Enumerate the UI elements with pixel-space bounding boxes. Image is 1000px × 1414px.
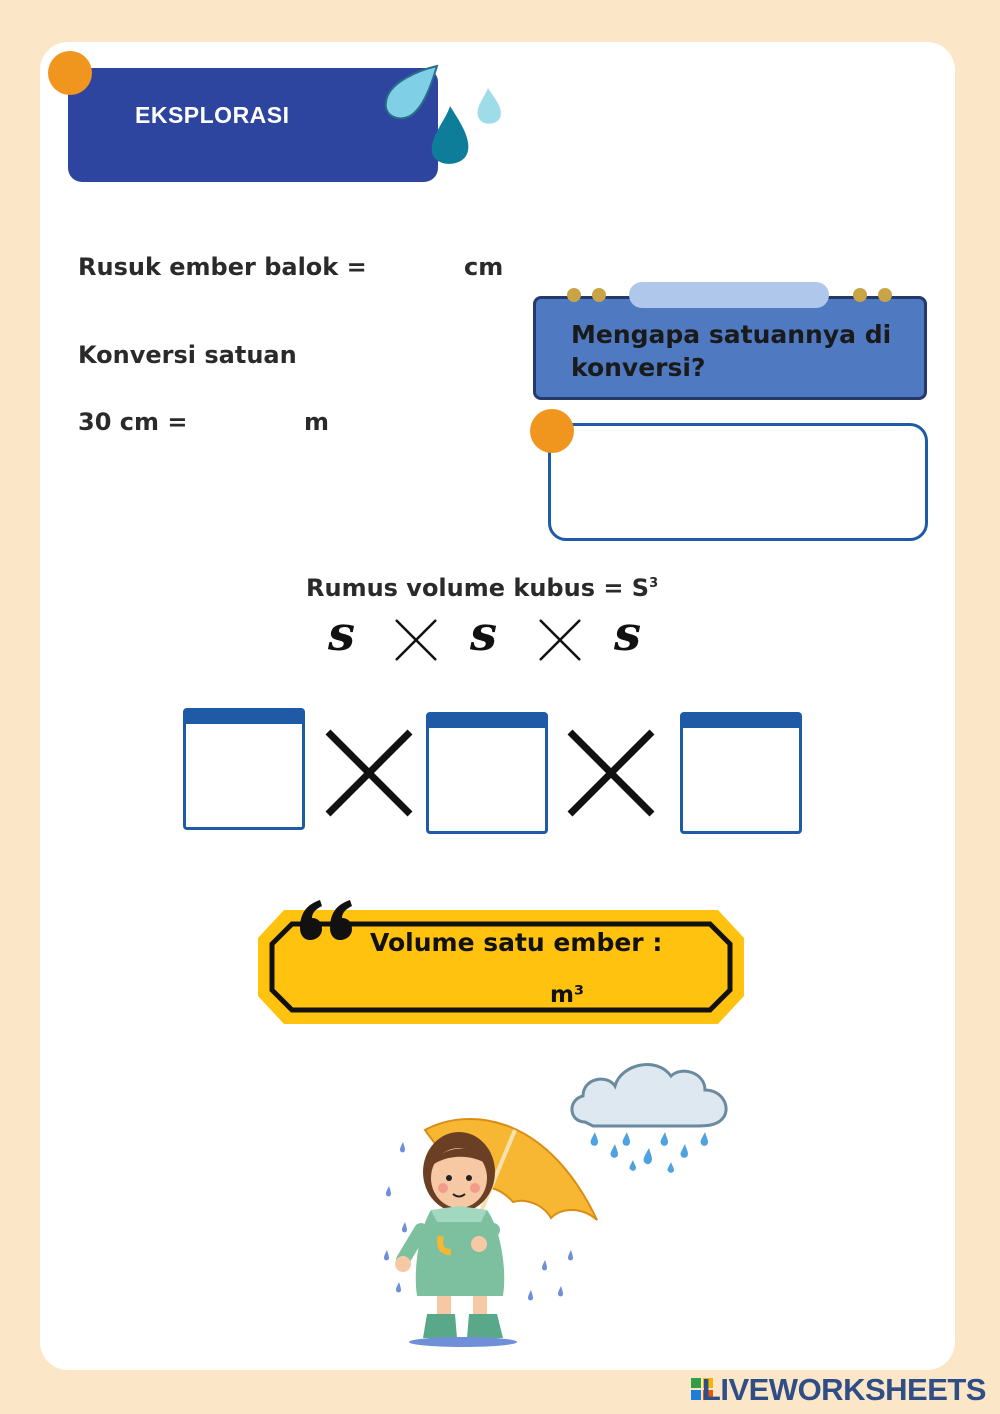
cm-label: 30 cm = [78,408,188,436]
brand-name: LIVEWORKSHEETS [701,1372,986,1407]
result-label: Volume satu ember : [370,928,663,957]
girl-with-umbrella-illustration [375,1110,605,1350]
konversi-label: Konversi satuan [78,341,297,369]
quote-marks-icon [298,898,358,942]
formula-title: Rumus volume kubus = $S^3$ [306,574,659,602]
side-symbol: s [470,606,498,662]
side-input-2[interactable] [426,712,548,834]
multiply-icon [324,728,414,818]
answer-textbox[interactable] [548,423,928,541]
side-symbol: s [328,606,356,662]
section-title: EKSPLORASI [135,102,290,128]
banner-dot [48,51,92,95]
result-unit: m³ [550,982,585,1008]
side-input-3[interactable] [680,712,802,834]
answer-dot [530,409,574,453]
note-pin [592,288,606,302]
side-symbol: s [614,606,642,662]
note-question: Mengapa satuannya di konversi? [571,320,892,382]
multiply-icon [538,618,582,662]
multiply-icon [394,618,438,662]
water-drops-icon [380,60,510,175]
note-tab [629,282,829,308]
side-input-1[interactable] [183,708,305,830]
note-pin [853,288,867,302]
note-pin [567,288,581,302]
note-pin [878,288,892,302]
rusuk-unit: cm [464,253,504,281]
rusuk-label: Rusuk ember balok = [78,253,367,281]
m-unit: m [304,408,330,436]
multiply-icon [566,728,656,818]
formula-expression [320,606,660,672]
